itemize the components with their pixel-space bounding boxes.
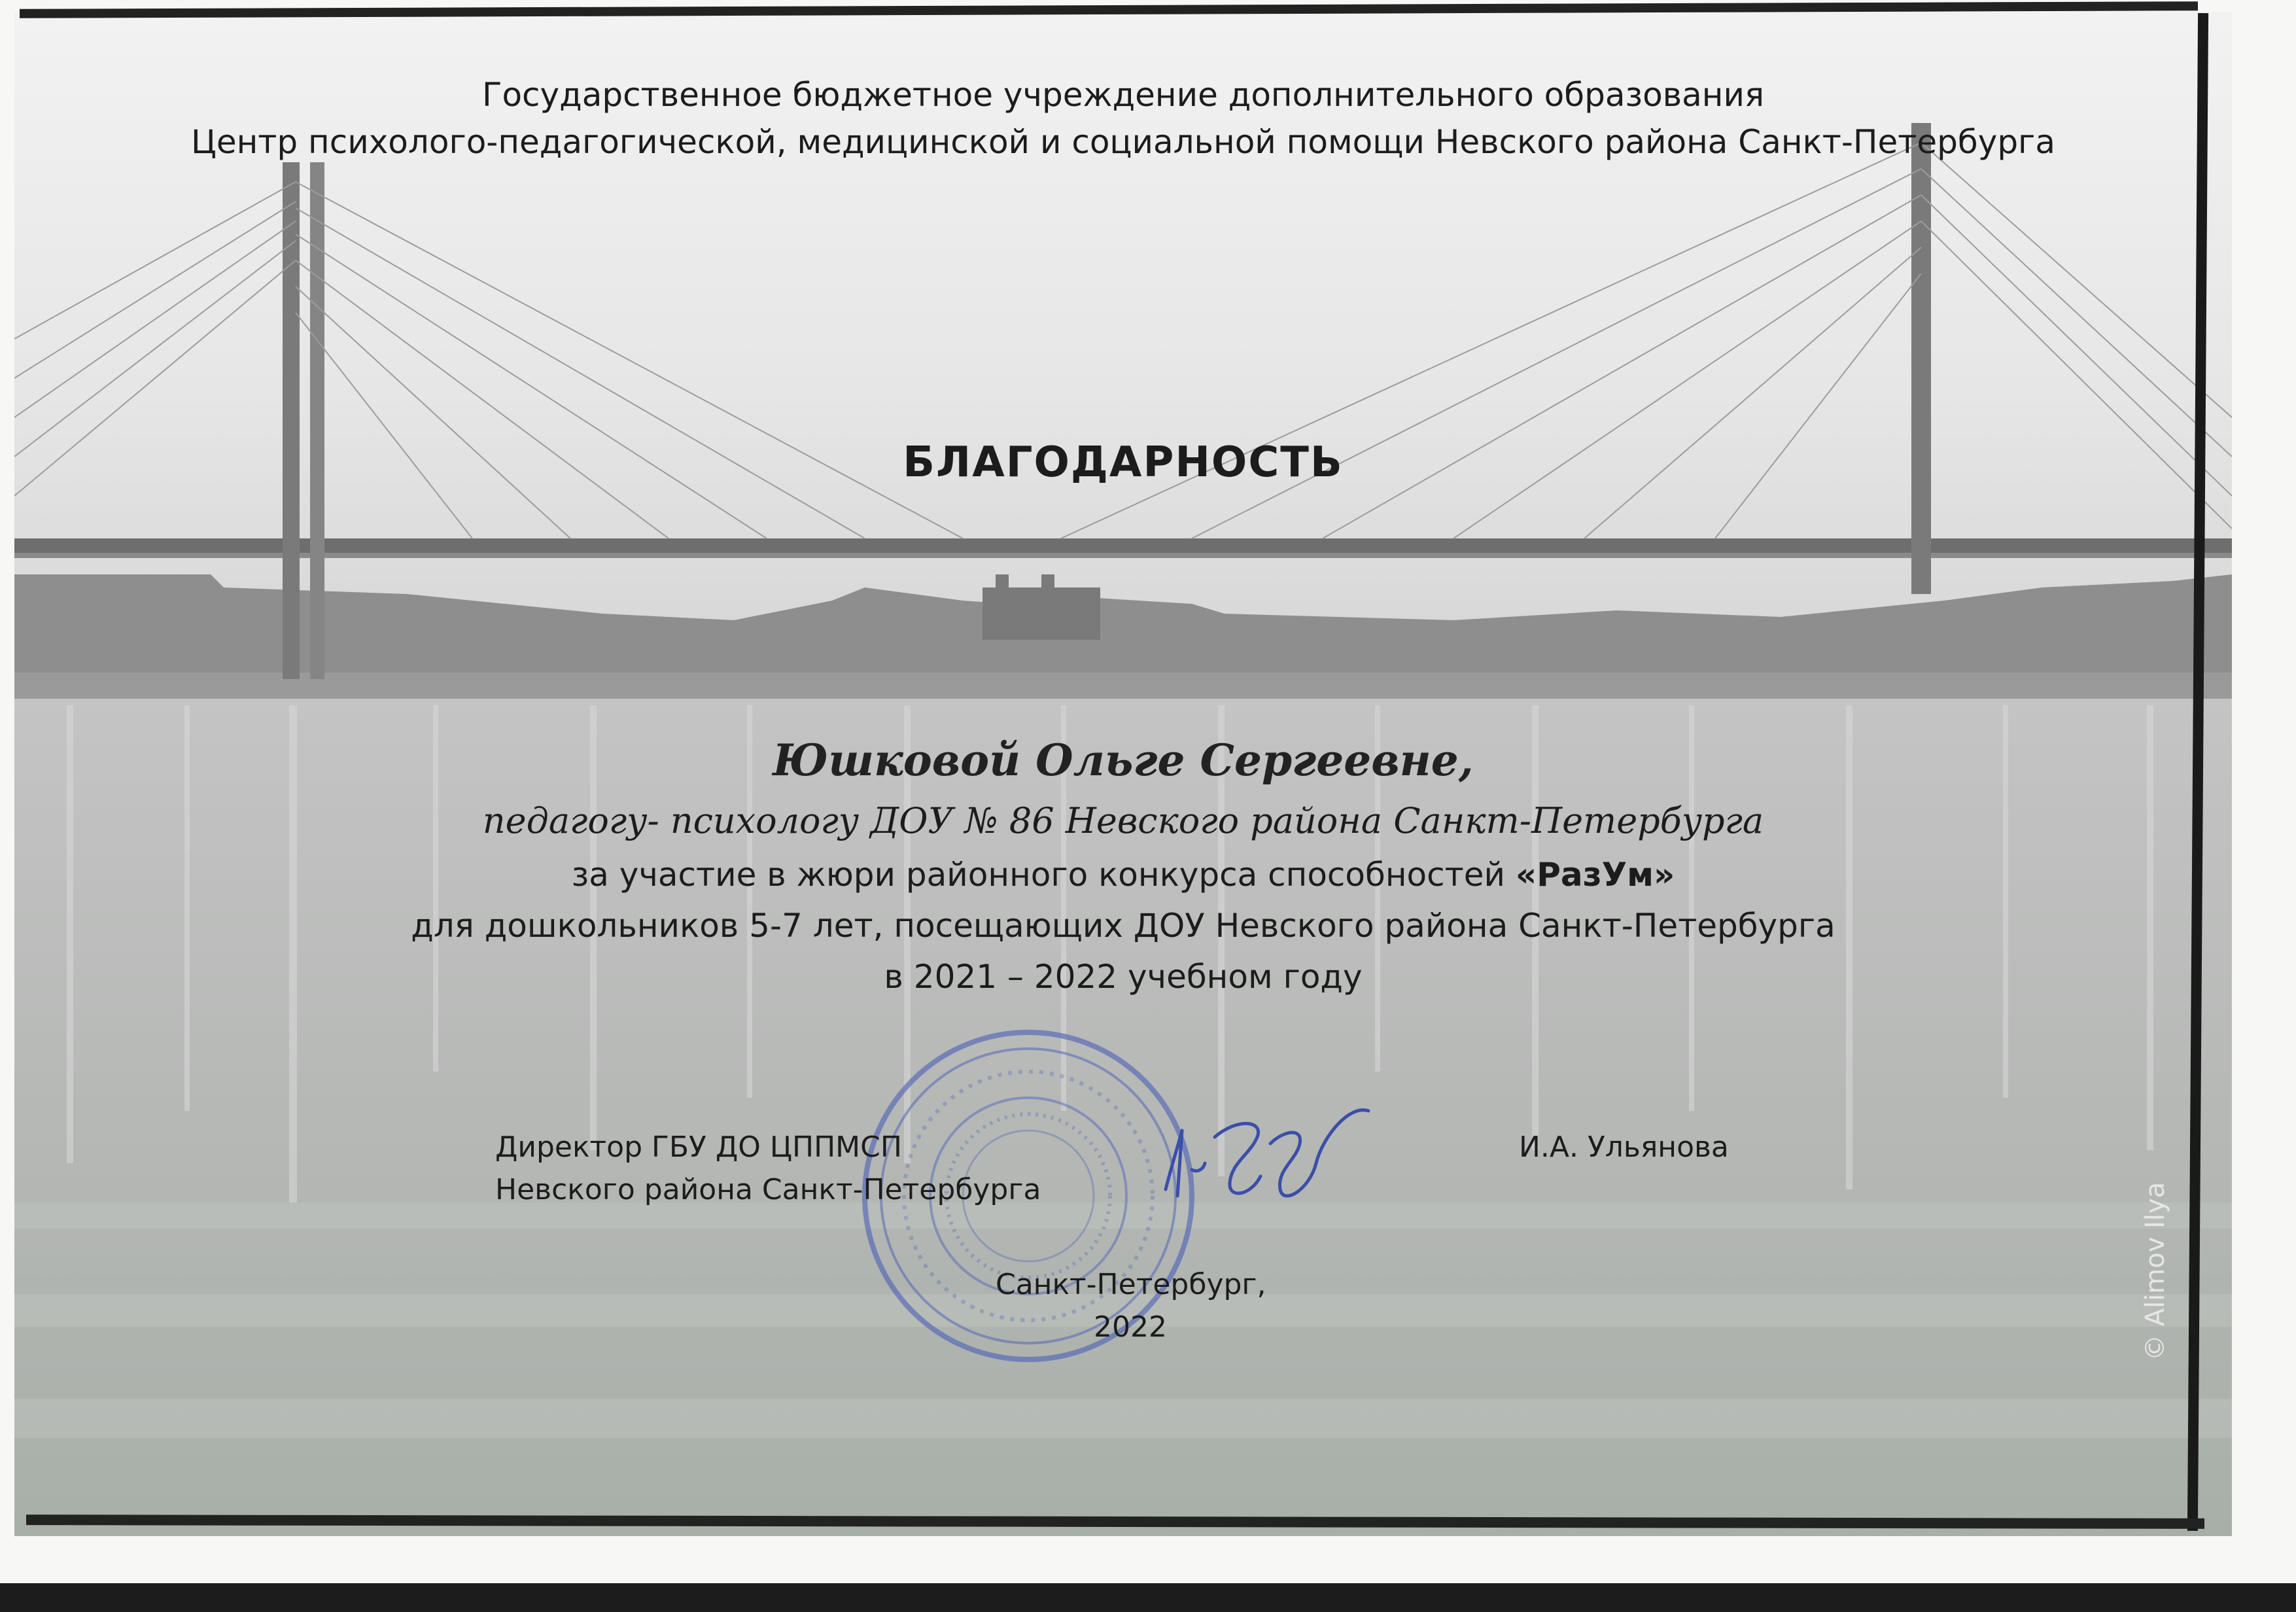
certificate	[14, 12, 2232, 1536]
reason-line-1	[14, 856, 2232, 894]
reason-prefix: за участие в жюри районного конкурса способностей	[571, 856, 1516, 894]
photo-credit-watermark: © Alimov Ilya	[2140, 1182, 2170, 1361]
document-title: БЛАГОДАРНОСТЬ	[903, 438, 1344, 487]
institution-line-2: Центр психолого-педагогической, медицинской и социальной помощи Невского района Санкт-Петербурга	[191, 123, 2055, 161]
reason-line-2: для дошкольников 5-7 лет, посещающих ДОУ Невского района Санкт-Петербурга	[411, 907, 1835, 945]
institution-line-1: Государственное бюджетное учреждение дополнительного образования	[481, 76, 1765, 114]
signer-name: И.А. Ульянова	[1519, 1130, 1729, 1164]
recipient-name: Юшковой Ольге Сергеевне,	[773, 735, 1474, 786]
footer-year: 2022	[1094, 1310, 1167, 1344]
handwritten-signature-icon	[1153, 1091, 1414, 1222]
signer-title-line-1: Директор ГБУ ДО ЦППМСП	[495, 1130, 902, 1164]
signer-title-line-2: Невского района Санкт-Петербурга	[495, 1173, 1041, 1206]
contest-name: «РазУм»	[1515, 856, 1675, 894]
reason-line-3: в 2021 – 2022 учебном году	[884, 958, 1363, 996]
recipient-position: педагогу- психологу ДОУ № 86 Невского района Санкт-Петербурга	[482, 800, 1764, 841]
scan-bottom-strip	[0, 1583, 2296, 1612]
footer-city: Санкт-Петербург,	[996, 1268, 1266, 1301]
